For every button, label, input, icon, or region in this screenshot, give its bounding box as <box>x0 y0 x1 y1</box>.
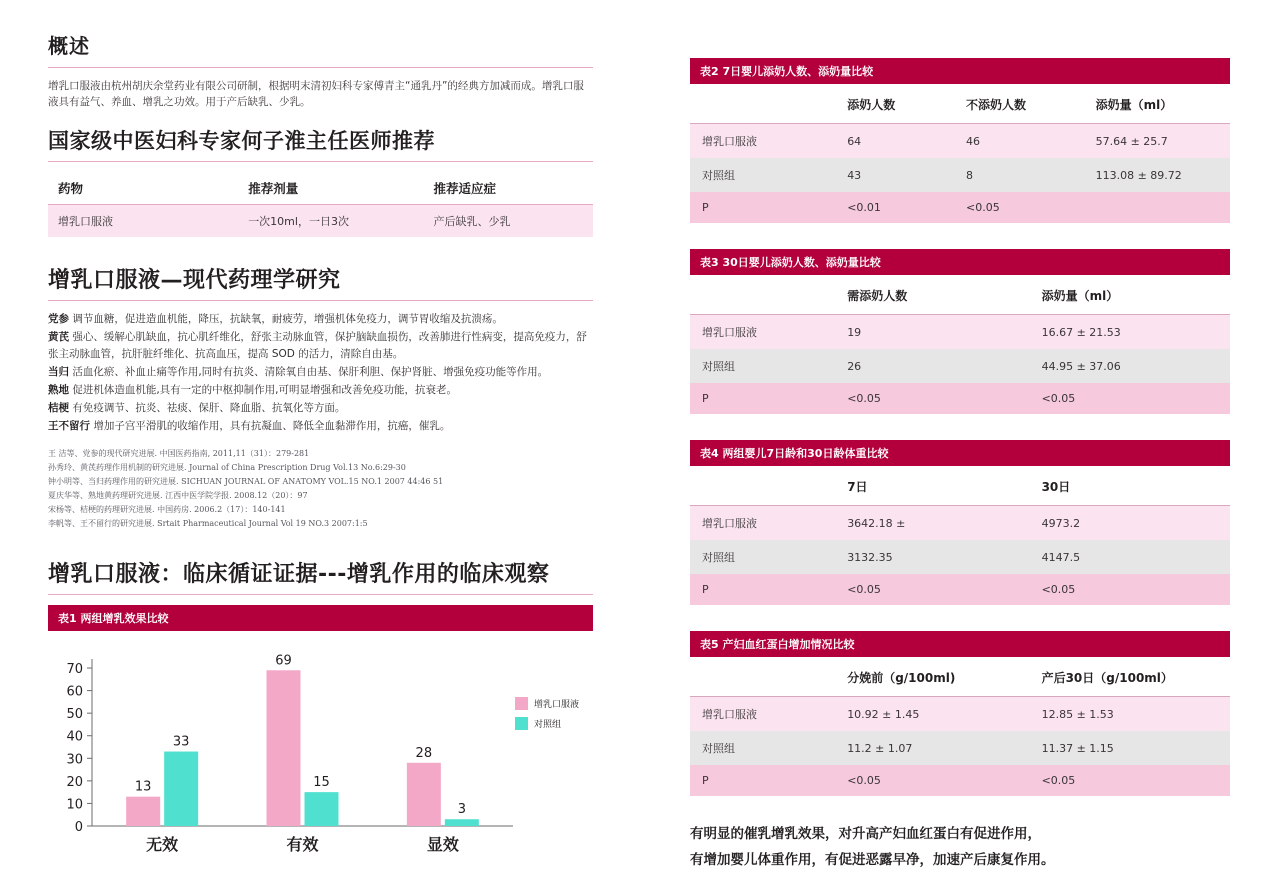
cell: 11.37 ± 1.15 <box>1036 731 1230 765</box>
svg-text:20: 20 <box>66 774 83 790</box>
right-column <box>690 58 1230 873</box>
cell: P <box>690 574 841 605</box>
table-header-row <box>690 657 1230 697</box>
bar-chart <box>48 645 593 860</box>
overview-body: 增乳口服液由杭州胡庆余堂药业有限公司研制，根据明末清初妇科专家傅青主“通乳丹”的经典方加减而成。增乳口服液具有益气、养血、增乳之功效。用于产后缺乳、少乳。 <box>48 80 584 109</box>
svg-text:有效: 有效 <box>286 834 319 854</box>
table-row <box>690 697 1230 732</box>
data-table <box>690 275 1230 414</box>
reference-item: 钟小明等、当归药理作用的研究进展. SICHUAN JOURNAL OF ANATOMY VOL.15 NO.1 2007 44:46 51 <box>48 476 444 486</box>
svg-text:13: 13 <box>134 779 152 795</box>
cell: 增乳口服液 <box>690 315 841 350</box>
cell: 对照组 <box>690 158 841 192</box>
cell: 增乳口服液 <box>690 124 841 159</box>
rec-col-indication: 推荐适应症 <box>433 180 496 196</box>
table-row <box>48 204 593 237</box>
table-row <box>690 158 1230 192</box>
table-header-row <box>690 84 1230 124</box>
cell: 3132.35 <box>841 540 1035 574</box>
legend-swatch <box>515 697 528 710</box>
divider <box>48 300 593 301</box>
legend-swatch <box>515 717 528 730</box>
herb-name: 黄芪 <box>48 330 69 343</box>
reference-item: 孙秀玲、黄芪药理作用机制的研究进展. Journal of China Prescription Drug Vol.13 No.6:29-30 <box>48 462 406 472</box>
col-head: 添奶量（ml） <box>1036 275 1230 315</box>
svg-text:15: 15 <box>313 774 330 790</box>
col-head <box>690 84 841 124</box>
cell: P <box>690 765 841 796</box>
table-row <box>690 574 1230 605</box>
svg-text:69: 69 <box>275 652 292 668</box>
rec-col-dose: 推荐剂量 <box>248 180 299 196</box>
list-item <box>48 400 593 417</box>
list-item <box>48 329 593 363</box>
table-row <box>690 765 1230 796</box>
col-head <box>690 275 841 315</box>
list-item <box>48 382 593 399</box>
cell: <0.05 <box>841 765 1035 796</box>
expert-title: 国家级中医妇科专家何子淮主任医师推荐 <box>48 128 435 153</box>
table-row <box>690 731 1230 765</box>
herb-text: 增加子宫平滑肌的收缩作用，具有抗凝血、降低全血黏滞作用，抗癌，催乳。 <box>93 419 451 432</box>
svg-text:30: 30 <box>66 751 83 767</box>
cell: 12.85 ± 1.53 <box>1036 697 1230 732</box>
data-table <box>690 84 1230 223</box>
herb-text: 强心、缓解心肌缺血，抗心肌纤维化，舒张主动脉血管，保护脑缺血损伤，改善肺进行性病变，提高免疫力，舒张主动脉血管，抗肝脏纤维化、抗高血压，提高 SOD 的活力，清除自由基。 <box>48 330 587 360</box>
cell: <0.05 <box>1036 574 1230 605</box>
cell: <0.05 <box>841 574 1035 605</box>
legend-label: 增乳口服液 <box>533 699 579 710</box>
cell <box>1090 192 1230 223</box>
cell: P <box>690 192 841 223</box>
herb-name: 党参 <box>48 312 69 325</box>
conclusion <box>690 822 1230 873</box>
divider <box>48 161 593 162</box>
table-row <box>690 315 1230 350</box>
svg-text:33: 33 <box>172 734 190 750</box>
svg-text:0: 0 <box>74 819 83 835</box>
cell: 64 <box>841 124 960 159</box>
svg-text:3: 3 <box>457 801 466 817</box>
svg-text:28: 28 <box>415 745 433 761</box>
table-block-4 <box>690 440 1230 605</box>
col-head <box>690 466 841 506</box>
table-row <box>690 383 1230 414</box>
reference-item: 夏庆华等、熟地黄药理研究进展. 江西中医学院学报. 2008.12（20）：97 <box>48 490 308 500</box>
svg-text:50: 50 <box>66 706 83 722</box>
herb-text: 调节血糖，促进造血机能，降压，抗缺氧，耐疲劳，增强机体免疫力，调节胃收缩及抗溃疡。 <box>72 312 503 325</box>
cell: 增乳口服液 <box>690 697 841 732</box>
divider <box>48 594 593 595</box>
col-head: 添奶量（ml） <box>1090 84 1230 124</box>
cell: 4147.5 <box>1036 540 1230 574</box>
svg-text:10: 10 <box>66 796 83 812</box>
chart-legend <box>515 697 579 737</box>
chart-title: 表1 两组增乳效果比较 <box>48 605 593 631</box>
svg-text:70: 70 <box>66 661 83 677</box>
cell: 19 <box>841 315 1035 350</box>
svg-text:无效: 无效 <box>146 834 179 854</box>
col-head: 产后30日（g/100ml） <box>1036 657 1230 697</box>
cell: P <box>690 383 841 414</box>
clinical-title: 增乳口服液：临床循证证据---增乳作用的临床观察 <box>48 561 550 587</box>
col-head: 添奶人数 <box>841 84 960 124</box>
rec-cell-indication: 产后缺乳、少乳 <box>429 204 593 237</box>
table-header-row <box>48 172 593 205</box>
herb-list <box>48 311 593 435</box>
rec-cell-dose: 一次10ml，一日3次 <box>244 204 429 237</box>
rec-cell-drug: 增乳口服液 <box>48 204 244 237</box>
cell: 10.92 ± 1.45 <box>841 697 1035 732</box>
herb-text: 活血化瘀、补血止痛等作用,同时有抗炎、清除氧自由基、保肝利胆、保护肾脏、增强免疫功能等作用。 <box>72 365 549 378</box>
cell: 对照组 <box>690 731 841 765</box>
conclusion-line-1: 有明显的催乳增乳效果，对升高产妇血红蛋白有促进作用， <box>690 826 1041 842</box>
herb-name: 熟地 <box>48 383 69 396</box>
cell: 46 <box>960 124 1090 159</box>
reference-item: 王 洁等、党参的现代研究进展. 中国医药指南, 2011,11（31）：279-281 <box>48 448 310 458</box>
cell: 43 <box>841 158 960 192</box>
table-title: 表4 两组婴儿7日龄和30日龄体重比较 <box>690 440 1230 466</box>
cell: <0.05 <box>841 383 1035 414</box>
table-title: 表5 产妇血红蛋白增加情况比较 <box>690 631 1230 657</box>
table-header-row <box>690 466 1230 506</box>
list-item <box>48 311 593 328</box>
herb-name: 当归 <box>48 365 69 378</box>
recommendation-table <box>48 172 593 237</box>
svg-text:显效: 显效 <box>426 834 459 854</box>
cell: 44.95 ± 37.06 <box>1036 349 1230 383</box>
table-block-3 <box>690 249 1230 414</box>
cell: 57.64 ± 25.7 <box>1090 124 1230 159</box>
cell: 11.2 ± 1.07 <box>841 731 1035 765</box>
cell: <0.05 <box>960 192 1090 223</box>
cell: 对照组 <box>690 540 841 574</box>
cell: 113.08 ± 89.72 <box>1090 158 1230 192</box>
chart-svg <box>48 645 593 860</box>
list-item <box>48 364 593 381</box>
pharmacology-title: 增乳口服液—现代药理学研究 <box>48 267 341 293</box>
reference-list <box>48 447 593 531</box>
data-table <box>690 657 1230 796</box>
table-row <box>690 540 1230 574</box>
cell: 3642.18 ± <box>841 506 1035 541</box>
cell: <0.05 <box>1036 765 1230 796</box>
table-block-5 <box>690 631 1230 796</box>
legend-item <box>515 697 579 710</box>
data-table <box>690 466 1230 605</box>
overview-title: 概述 <box>48 34 90 58</box>
col-head: 分娩前（g/100ml) <box>841 657 1035 697</box>
rec-col-drug: 药物 <box>58 180 84 196</box>
col-head <box>690 657 841 697</box>
cell: 对照组 <box>690 349 841 383</box>
cell: 增乳口服液 <box>690 506 841 541</box>
herb-name: 王不留行 <box>48 419 90 432</box>
divider <box>48 67 593 68</box>
list-item <box>48 418 593 435</box>
col-head: 不添奶人数 <box>960 84 1090 124</box>
cell: 26 <box>841 349 1035 383</box>
table-header-row <box>690 275 1230 315</box>
svg-text:40: 40 <box>66 729 83 745</box>
cell: <0.05 <box>1036 383 1230 414</box>
herb-text: 有免疫调节、抗炎、祛痰、保肝、降血脂、抗氧化等方面。 <box>72 401 346 414</box>
cell: <0.01 <box>841 192 960 223</box>
conclusion-line-2: 有增加婴儿体重作用，有促进恶露早净，加速产后康复作用。 <box>690 851 1055 868</box>
table-row <box>690 192 1230 223</box>
legend-item <box>515 717 579 730</box>
svg-text:60: 60 <box>66 684 83 700</box>
table-block-2 <box>690 58 1230 223</box>
col-head: 需添奶人数 <box>841 275 1035 315</box>
table-row <box>690 349 1230 383</box>
col-head: 7日 <box>841 466 1035 506</box>
table-title: 表3 30日婴儿添奶人数、添奶量比较 <box>690 249 1230 275</box>
legend-label: 对照组 <box>533 719 561 730</box>
table-row <box>690 506 1230 541</box>
cell: 16.67 ± 21.53 <box>1036 315 1230 350</box>
cell: 4973.2 <box>1036 506 1230 541</box>
table-title: 表2 7日婴儿添奶人数、添奶量比较 <box>690 58 1230 84</box>
cell: 8 <box>960 158 1090 192</box>
reference-item: 李帆等、王不留行的研究进展. Srtait Pharmaceutical Journal Vol 19 NO.3 2007:1:5 <box>48 518 368 528</box>
col-head: 30日 <box>1036 466 1230 506</box>
herb-text: 促进机体造血机能,具有一定的中枢抑制作用,可明显增强和改善免疫功能，抗衰老。 <box>72 383 458 396</box>
table-row <box>690 124 1230 159</box>
left-column <box>48 30 593 860</box>
herb-name: 桔梗 <box>48 401 69 414</box>
reference-item: 宋杨等、桔梗的药理研究进展. 中国药房. 2006.2（17）：140-141 <box>48 504 286 514</box>
